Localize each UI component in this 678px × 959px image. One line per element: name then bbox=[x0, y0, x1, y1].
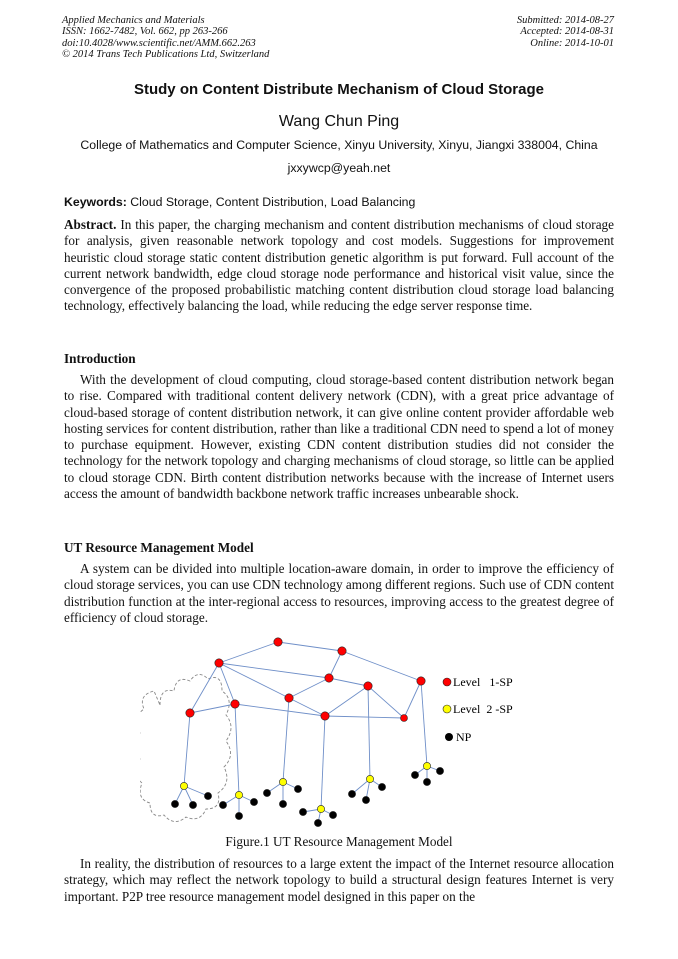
level1-sp-node bbox=[285, 694, 293, 702]
network-figure bbox=[140, 630, 540, 835]
edge bbox=[329, 678, 368, 686]
edge bbox=[421, 681, 427, 766]
edge bbox=[325, 716, 404, 718]
level1-sp-node bbox=[401, 715, 408, 722]
abstract bbox=[64, 217, 614, 315]
introduction-paragraph: With the development of cloud computing, cloud storage-based content distribution network began to rise. Compared with traditional content delivery network (CDN), with a great price advantage of cloud-based storage of content distribution network, it can give online content provider affordable web hosting services for content distribution, rather than like a traditional CDN need to spend a lot of money to purchase equipment. However, existing CDN content distribution studies did not consider the technology for the network topology and charging mechanisms of cloud storage, so little can be applied to cloud storage CDN. Birth content distribution networks because with the increase of Internet users access the amount of bandwidth backbone network traffic increases unbearable shock. bbox=[64, 372, 614, 501]
journal-info bbox=[62, 15, 269, 60]
edge bbox=[235, 704, 325, 716]
abstract-label: Abstract. bbox=[64, 217, 117, 232]
edge bbox=[368, 686, 370, 779]
edge bbox=[278, 642, 342, 651]
edge bbox=[184, 713, 190, 786]
edge bbox=[219, 663, 329, 678]
np-node bbox=[294, 785, 301, 792]
copyright: © 2014 Trans Tech Publications Ltd, Switzerland bbox=[62, 48, 270, 60]
legend-level2-marker bbox=[443, 705, 451, 713]
np-node bbox=[219, 801, 226, 808]
author: Wang Chun Ping bbox=[278, 113, 400, 130]
nodes bbox=[171, 638, 443, 827]
level2-sp-node bbox=[279, 778, 286, 785]
edge bbox=[219, 642, 278, 663]
edge bbox=[321, 716, 325, 809]
level1-sp-node bbox=[321, 712, 329, 720]
np-node bbox=[348, 790, 355, 797]
level2-sp-node bbox=[317, 805, 324, 812]
np-node bbox=[279, 800, 286, 807]
accepted-date: Accepted: 2014-08-31 bbox=[520, 26, 614, 38]
online-date: Online: 2014-10-01 bbox=[530, 37, 614, 49]
level2-sp-node bbox=[423, 762, 430, 769]
edge bbox=[219, 663, 289, 698]
legend-np-marker bbox=[445, 733, 453, 741]
paper-title: Study on Content Distribute Mechanism of Cloud Storage bbox=[133, 81, 544, 98]
np-node bbox=[436, 767, 443, 774]
legend bbox=[443, 675, 513, 744]
journal-name: Applied Mechanics and Materials bbox=[62, 15, 205, 26]
np-node bbox=[329, 811, 336, 818]
np-node bbox=[299, 808, 306, 815]
level1-sp-node bbox=[338, 647, 346, 655]
edges bbox=[175, 642, 440, 823]
level1-sp-node bbox=[325, 674, 333, 682]
edge bbox=[190, 704, 235, 713]
np-node bbox=[411, 771, 418, 778]
np-node bbox=[263, 789, 270, 796]
np-node bbox=[235, 812, 242, 819]
email: jxxywcp@yeah.net bbox=[287, 161, 391, 175]
affiliation: College of Mathematics and Computer Science, Xinyu University, Xinyu, Jiangxi 338004, China bbox=[80, 138, 598, 152]
figure-caption: Figure.1 UT Resource Management Model bbox=[225, 834, 453, 849]
np-node bbox=[423, 778, 430, 785]
level1-sp-node bbox=[186, 709, 194, 717]
level1-sp-node bbox=[215, 659, 223, 667]
keywords-text: Cloud Storage, Content Distribution, Load Balancing bbox=[126, 195, 416, 209]
level1-sp-node bbox=[231, 700, 239, 708]
cloud-outline bbox=[140, 674, 231, 821]
keywords-label: Keywords: bbox=[64, 195, 127, 209]
section-heading-introduction: Introduction bbox=[64, 351, 136, 366]
level1-sp-node bbox=[364, 682, 372, 690]
issn: ISSN: 1662-7482, Vol. 662, pp 263-266 bbox=[62, 26, 228, 38]
edge bbox=[325, 686, 368, 716]
np-node bbox=[204, 792, 211, 799]
np-node bbox=[171, 800, 178, 807]
doi: doi:10.4028/www.scientific.net/AMM.662.263 bbox=[62, 37, 256, 49]
level2-sp-node bbox=[235, 791, 242, 798]
legend-level2-label: Level 2 -SP bbox=[453, 702, 513, 716]
edge bbox=[289, 678, 329, 698]
legend-level1-marker bbox=[443, 678, 451, 686]
edge bbox=[342, 651, 421, 681]
edge bbox=[368, 686, 404, 718]
level1-sp-node bbox=[274, 638, 282, 646]
np-node bbox=[314, 819, 321, 826]
legend-np-label: NP bbox=[456, 730, 472, 744]
np-node bbox=[189, 801, 196, 808]
edge bbox=[404, 681, 421, 718]
np-node bbox=[378, 783, 385, 790]
dates bbox=[517, 15, 614, 49]
edge bbox=[190, 663, 219, 713]
level2-sp-node bbox=[180, 782, 187, 789]
section-heading-ut-model: UT Resource Management Model bbox=[64, 540, 254, 555]
body-paragraph: In reality, the distribution of resources to a large extent the impact of the Internet resource allocation strategy, which may reflect the network topology to build a structural design features Internet is very important. P2P tree resource management model designed in this paper on the bbox=[64, 856, 614, 904]
abstract-text: In this paper, the charging mechanism and content distribution mechanisms of cloud storage for analysis, given reasonable network topology and cost models. Suggestions for improvement heuristic cloud storage static content distribution genetic algorithm is put forward. Full account of the current network bandwidth, edge cloud storage node performance and historical visit value, since the convergence of the proposed probabilistic matching content distribution cloud storage load balancing technology, effectively balancing the load, while reducing the edge server response time. bbox=[64, 217, 614, 314]
edge bbox=[235, 704, 239, 795]
level2-sp-node bbox=[366, 775, 373, 782]
keywords bbox=[64, 195, 614, 209]
level1-sp-node bbox=[417, 677, 425, 685]
np-node bbox=[250, 798, 257, 805]
submitted-date: Submitted: 2014-08-27 bbox=[516, 15, 614, 26]
ut-model-paragraph: A system can be divided into multiple location-aware domain, in order to improve the efficiency of cloud storage services, you can use CDN technology among different regions. Such use of CDN content distribution function at the inter-regional access to resources, improving access to the greatest degree of efficiency of cloud storage. bbox=[64, 561, 614, 625]
legend-level1-label: Level 1-SP bbox=[453, 675, 513, 689]
np-node bbox=[362, 796, 369, 803]
